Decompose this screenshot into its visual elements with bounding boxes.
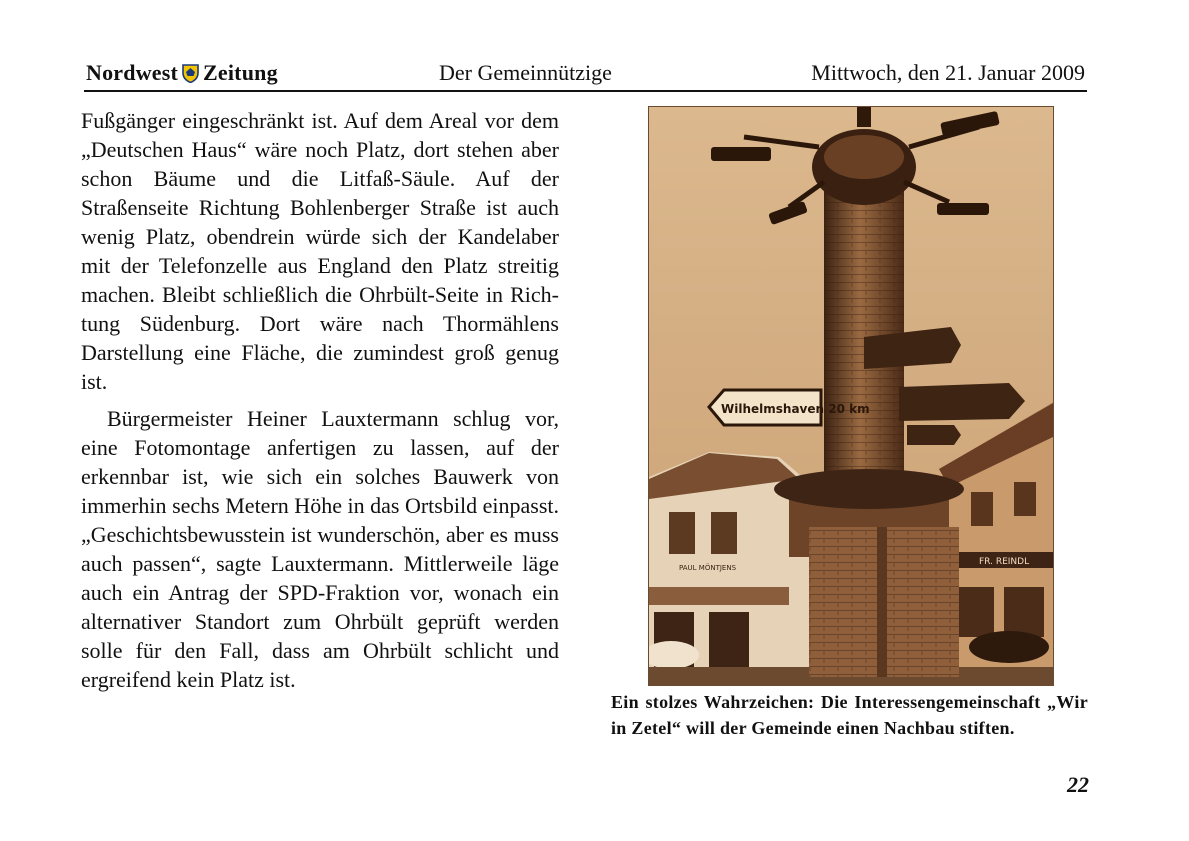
article-paragraph-1: Fußgänger eingeschränkt ist. Auf dem Areal vor dem „Deutschen Haus“ wäre noch Platz, dort stehen aber schon Bäume und die Litfaß-Säule. Auf der Straßenseite Richtung Bohlenberger Straße ist auch wenig Platz, obendrein würde sich der Kandelaber mit der Telefonzelle aus England den Platz streitig machen. Bleibt schließlich die Ohrbült-Seite in Richtung Südenburg. Dort wäre nach Thormählens Darstellung eine Fläche, die zumindest groß genug ist. [81,108,559,394]
brand-name-right: Zeitung [203,60,278,85]
article-paragraph-2: Bürgermeister Heiner Lauxtermann schlug vor, eine Fotomontage anfertigen zu lassen, auf der erkennbar ist, wie sich ein solches Bauwerk von immerhin sechs Metern Höhe in das Ortsbild einpasst. „Geschichtsbewusstein ist wunderschön, aber es muss auch passen“, sagte Lauxtermann. Mittlerweile läge auch ein Antrag der SPD-Fraktion vor, wonach ein alternativer Standort zum Ohrbült geprüft werden solle für den Fall, dass am Ohrbült schlicht und ergreifend kein Platz ist. [81,406,559,692]
page-header [84,58,1087,92]
page-number: 22 [1067,772,1089,797]
sign-wilhelmshaven: Wilhelmshaven 20 km [721,402,870,416]
issue-date: Mittwoch, den 21. Januar 2009 [811,60,1085,85]
photo-caption: Ein stolzes Wahrzeichen: Die Interessengemeinschaft „Wir in Zetel“ will der Gemeinde einen Nachbau stiften. [611,692,1088,738]
coat-of-arms-icon [182,64,199,83]
shop-sign-right: FR. REINDL [979,557,1030,567]
article-text [81,106,559,694]
newspaper-brand [86,60,278,86]
signpost-illustration [649,107,1053,685]
publication-title: Der Gemeinnützige [439,60,612,85]
brand-name-left: Nordwest [86,60,179,85]
signpost-photo [648,106,1054,686]
shop-sign-left: PAUL MÖNTJENS [679,564,737,572]
